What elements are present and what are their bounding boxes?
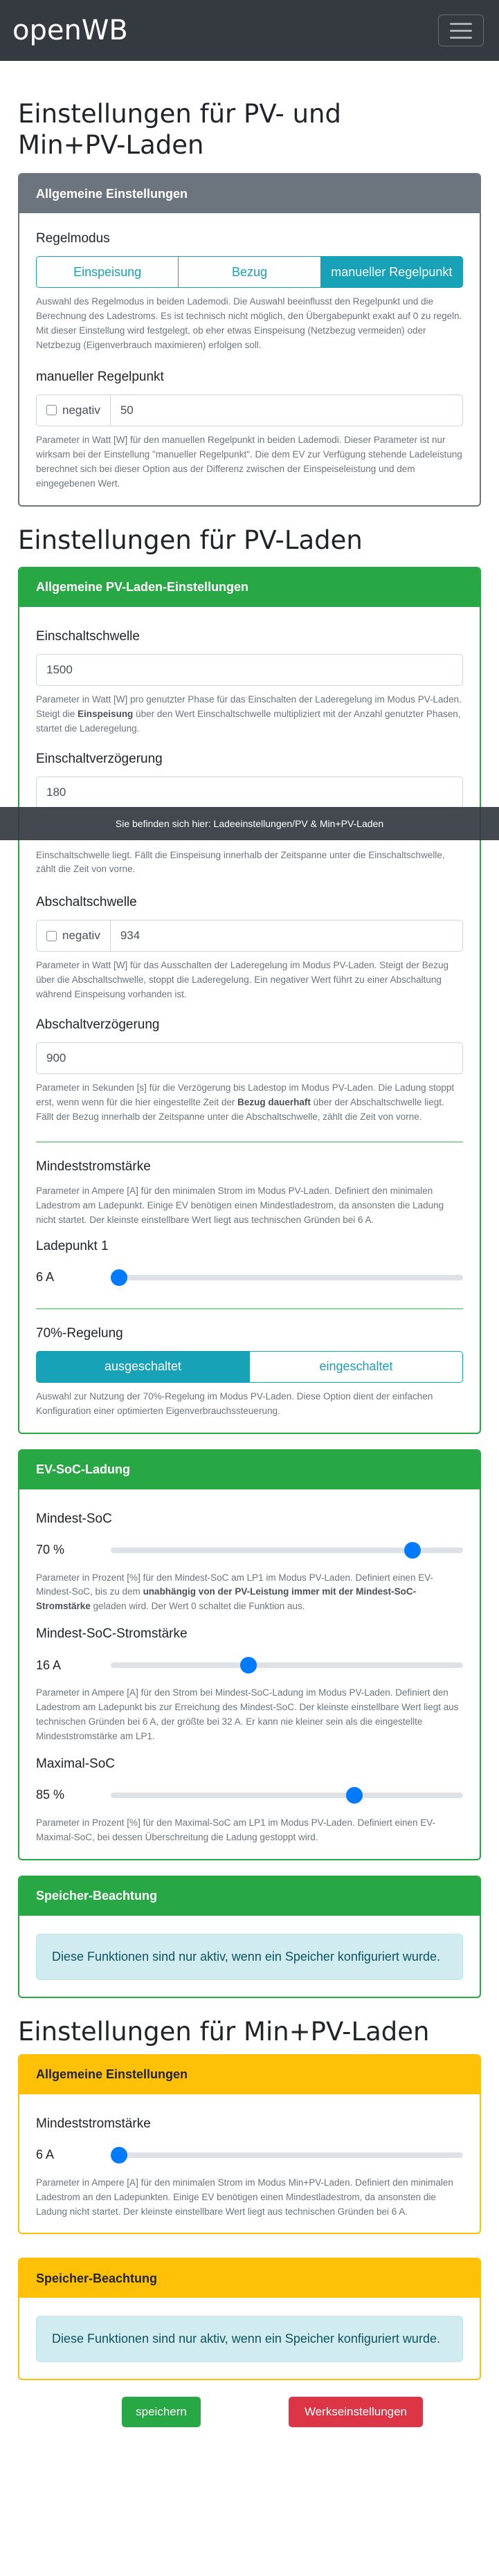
max-soc-slider[interactable] bbox=[111, 1793, 463, 1798]
on-threshold-help: Parameter in Watt [W] pro genutzter Phase für das Einschalten der Laderegelung im Modus PV-Laden. Steigt die Einspeisung über den Wert Einschaltschwelle multipliziert mit der Anzahl genutzter Phasen, startet die Laderegelung. bbox=[36, 693, 462, 734]
negative-label: negativ bbox=[62, 929, 100, 943]
factory-reset-button[interactable]: Werkseinstellungen bbox=[289, 2397, 423, 2427]
storage-info-alert: Diese Funktionen sind nur aktiv, wenn ein Speicher konfiguriert wurde. bbox=[36, 2316, 463, 2362]
min-soc-slider-row bbox=[36, 1536, 463, 1564]
mode-label: Regelmodus bbox=[36, 231, 110, 246]
ev-soc-card bbox=[18, 1449, 481, 1860]
menu-toggle-icon[interactable] bbox=[438, 15, 484, 46]
min-soc-slider-thumb[interactable] bbox=[404, 1542, 421, 1559]
min-soc-current-value: 16 A bbox=[36, 1658, 62, 1672]
on-threshold-input[interactable]: 1500 bbox=[36, 654, 463, 686]
off-threshold-help: Parameter in Watt [W] für das Ausschalten der Laderegelung im Modus PV-Laden. Steigt der Bezug über die Abschaltschwelle, stoppt die Laderegelung. Ein negativer Wert führt zu einer Abschaltung während Einspeisung vorhanden ist. bbox=[36, 960, 449, 1000]
max-soc-label: Maximal-SoC bbox=[36, 1756, 116, 1771]
general-settings-card bbox=[18, 173, 481, 506]
manual-setpoint-group bbox=[36, 394, 463, 426]
min-soc-current-help: Parameter in Ampere [A] für den Strom bei Mindest-SoC-Ladung im Modus PV-Laden. Definiert den Ladestrom am Ladepunkt bis zur Erreichung des Mindest-SoC. Der kleinste einstellbare Wert liegt aus technischen Gründen bei 6 A, der größte bei 32 A. Er kann nie kleiner sein als die eingestellte Mindeststromstärke am LP1. bbox=[36, 1687, 459, 1742]
mode-einspeisung-button[interactable]: Einspeisung bbox=[36, 256, 179, 288]
min-soc-label: Mindest-SoC bbox=[36, 1511, 112, 1526]
card-header: EV-SoC-Ladung bbox=[19, 1451, 480, 1489]
min-soc-current-label: Mindest-SoC-Stromstärke bbox=[36, 1626, 188, 1642]
lp1-slider-row bbox=[36, 1264, 463, 1291]
negative-toggle[interactable] bbox=[36, 394, 111, 426]
manual-setpoint-help: Parameter in Watt [W] für den manuellen Regelpunkt in beiden Lademodi. Dieser Parameter ist nur wirksam bei der Einstellung "manueller Regelpunkt". Die dem EV zur Verfügung stehende Ladeleistung berechnet sich bei dieser Option aus der Differenz zwischen der Einspeiseleistung und dem eingegebenen Wert. bbox=[36, 434, 462, 489]
lp1-slider-thumb[interactable] bbox=[111, 1269, 127, 1286]
negative-checkbox[interactable] bbox=[46, 931, 57, 941]
minpv-min-current-help: Parameter in Ampere [A] für den minimalen Strom im Modus Min+PV-Laden. Definiert den minimalen Ladestrom an den Ladepunkten. Einige EV benötigen einen Mindestladestrom, da ansonsten die Ladung nicht startet. Der kleinste einstellbare Wert liegt aus technischen Gründen bei 6 A. bbox=[36, 2177, 453, 2217]
card-header: Allgemeine Einstellungen bbox=[19, 2056, 480, 2094]
rule70-label: 70%-Regelung bbox=[36, 1325, 123, 1341]
on-threshold-label: Einschaltschwelle bbox=[36, 628, 140, 644]
max-soc-help: Parameter in Prozent [%] für den Maximal-SoC am LP1 im Modus PV-Laden. Definiert einen EV-Maximal-SoC, bei dessen Überschreitung die Ladung gestoppt wird. bbox=[36, 1817, 436, 1842]
min-current-label: Mindeststromstärke bbox=[36, 1159, 151, 1174]
off-delay-help: Parameter in Sekunden [s] für die Verzögerung bis Ladestop im Modus PV-Laden. Die Ladung stoppt erst, wenn wenn für die hier eingestellte Zeit der Bezug dauerhaft über der Abschaltschwelle liegt. Fällt der Bezug innerhalb der Zeitspanne unter die Abschaltschwelle, zählt die Zeit von vorne. bbox=[36, 1082, 455, 1122]
card-header: Allgemeine PV-Laden-Einstellungen bbox=[19, 568, 480, 607]
min-soc-current-slider-thumb[interactable] bbox=[240, 1657, 257, 1674]
brand-logo[interactable]: openWB bbox=[12, 15, 128, 46]
on-delay-label: Einschaltverzögerung bbox=[36, 751, 163, 766]
form-actions bbox=[18, 2397, 481, 2427]
rule70-button-group bbox=[36, 1351, 463, 1383]
divider bbox=[36, 1308, 463, 1309]
max-soc-slider-row bbox=[36, 1781, 463, 1809]
mode-button-group bbox=[36, 256, 463, 288]
on-delay-input[interactable]: 180 bbox=[36, 777, 463, 808]
off-threshold-input[interactable]: 934 bbox=[111, 920, 463, 952]
navbar bbox=[0, 0, 499, 61]
divider bbox=[36, 1141, 463, 1143]
card-header: Allgemeine Einstellungen bbox=[19, 174, 480, 213]
card-header: Speicher-Beachtung bbox=[19, 2259, 480, 2298]
negative-label: negativ bbox=[62, 403, 100, 417]
max-soc-value: 85 % bbox=[36, 1788, 65, 1802]
card-header: Speicher-Beachtung bbox=[19, 1877, 480, 1916]
min-soc-current-slider[interactable] bbox=[111, 1662, 463, 1668]
minpv-slider-row bbox=[36, 2141, 463, 2169]
pv-general-card bbox=[18, 567, 481, 1434]
min-current-help: Parameter in Ampere [A] für den minimalen Strom im Modus PV-Laden. Definiert den minimalen Ladestrom am Ladepunkt. Einige EV benötigen einen Mindestladestrom, da ansonsten die Ladung nicht startet. Der kleinste einstellbare Wert liegt aus technischen Gründen bei 6 A. bbox=[36, 1185, 444, 1225]
rule70-off-button[interactable]: ausgeschaltet bbox=[36, 1351, 250, 1383]
mode-help: Auswahl des Regelmodus in beiden Lademodi. Die Auswahl beeinflusst den Regelpunkt und die Berechnung des Ladestroms. Es ist technisch nicht möglich, den Übergabepunkt exakt auf 0 zu regeln. Mit dieser Einstellung wird festgelegt, ob eher etwas Einspeisung (Netzbezug vermeiden) oder Netzbezug (Eigenverbrauch maximieren) erfolgen soll. bbox=[36, 296, 462, 351]
lp1-label: Ladepunkt 1 bbox=[36, 1238, 109, 1253]
lp1-value: 6 A bbox=[36, 1270, 55, 1285]
storage-info-alert: Diese Funktionen sind nur aktiv, wenn ein Speicher konfiguriert wurde. bbox=[36, 1934, 463, 1980]
manual-setpoint-input[interactable]: 50 bbox=[111, 394, 463, 426]
mode-manual-button[interactable]: manueller Regelpunkt bbox=[321, 256, 463, 288]
off-threshold-group bbox=[36, 920, 463, 952]
page-title-pv: Einstellungen für PV-Laden bbox=[18, 525, 363, 555]
rule70-on-button[interactable]: eingeschaltet bbox=[250, 1351, 463, 1383]
off-delay-input[interactable]: 900 bbox=[36, 1042, 463, 1074]
manual-setpoint-label: manueller Regelpunkt bbox=[36, 369, 164, 384]
lp1-slider[interactable] bbox=[111, 1275, 463, 1280]
min-soc-value: 70 % bbox=[36, 1543, 65, 1557]
page-title-minpv: Einstellungen für Min+PV-Laden bbox=[18, 2016, 430, 2047]
min-soc-slider[interactable] bbox=[111, 1548, 463, 1553]
negative-toggle[interactable] bbox=[36, 920, 111, 952]
save-button[interactable]: speichern bbox=[122, 2397, 201, 2427]
rule70-help: Auswahl zur Nutzung der 70%-Regelung im Modus PV-Laden. Diese Option dient der einfachen Konfiguration einer optimierten Eigenverbrauchssteuerung. bbox=[36, 1390, 433, 1416]
minpv-general-card bbox=[18, 2054, 481, 2235]
minpv-min-current-value: 6 A bbox=[36, 2148, 55, 2162]
minpv-min-current-slider-thumb[interactable] bbox=[111, 2147, 127, 2164]
min-soc-current-slider-row bbox=[36, 1651, 463, 1679]
minpv-storage-card bbox=[18, 2258, 481, 2380]
off-delay-label: Abschaltverzögerung bbox=[36, 1017, 160, 1033]
minpv-min-current-slider[interactable] bbox=[111, 2152, 463, 2158]
breadcrumb: Sie befinden sich hier: Ladeeinstellungen/PV & Min+PV-Laden bbox=[0, 807, 499, 840]
pv-storage-card bbox=[18, 1876, 481, 1998]
max-soc-slider-thumb[interactable] bbox=[346, 1787, 363, 1804]
off-threshold-label: Abschaltschwelle bbox=[36, 895, 137, 910]
mode-bezug-button[interactable]: Bezug bbox=[179, 256, 320, 288]
on-delay-help: Einschaltschwelle liegt. Fällt die Einspeisung innerhalb der Zeitspanne unter die Einschaltschwelle, zählt die Zeit von vorne. bbox=[36, 849, 445, 875]
minpv-min-current-label: Mindeststromstärke bbox=[36, 2116, 151, 2131]
page-title-pv-minpv: Einstellungen für PV- und Min+PV-Laden bbox=[18, 99, 341, 161]
min-soc-help: Parameter in Prozent [%] für den Mindest-SoC am LP1 im Modus PV-Laden. Definiert einen EV-Mindest-SoC, bis zu dem unabhängig von der PV-Leistung immer mit der Mindest-SoC-Stromstärke geladen wird. Der Wert 0 schaltet die Funktion aus. bbox=[36, 1572, 434, 1612]
negative-checkbox[interactable] bbox=[46, 405, 57, 415]
